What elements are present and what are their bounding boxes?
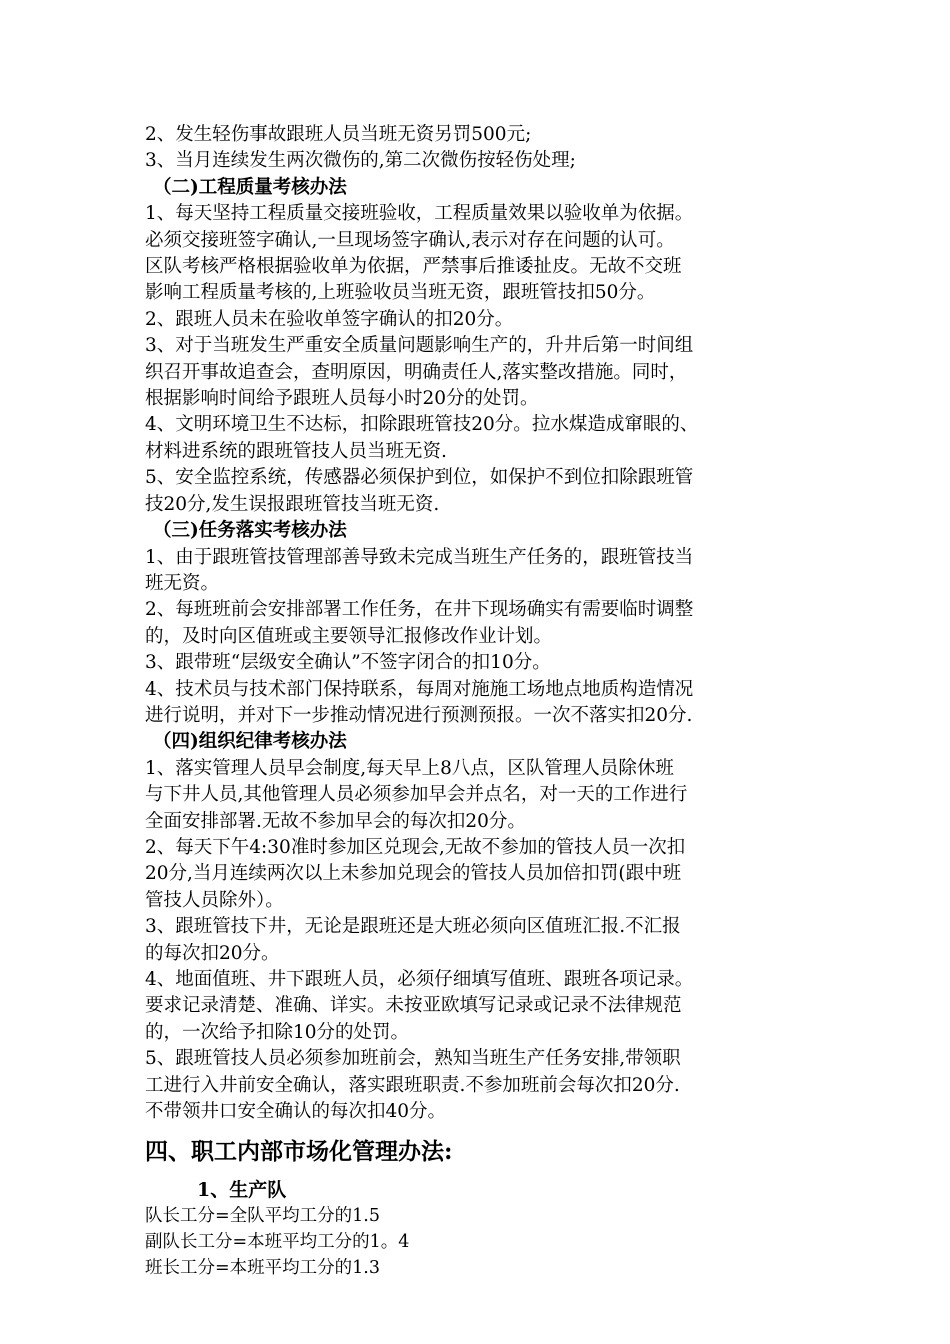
text-line: 的，一次给予扣除10分的处罚。	[145, 1021, 410, 1043]
text-line: 1、由于跟班管技管理部善导致未完成当班生产任务的，跟班管技当	[145, 546, 694, 568]
text-line: 全面安排部署.无故不参加早会的每次扣20分。	[145, 810, 526, 832]
section-heading: （四)组织纪律考核办法	[153, 731, 347, 753]
text-line: 4、文明环境卫生不达标，扣除跟班管技20分。拉水煤造成窜眼的、	[145, 414, 699, 436]
formula-line: 副队长工分=本班平均工分的1。4	[145, 1232, 410, 1253]
text-line: 要求记录清楚、准确、详实。未按亚欧填写记录或记录不法律规范	[145, 995, 682, 1017]
formula-line: 队长工分=全队平均工分的1.5	[145, 1206, 380, 1227]
text-line: 不带领井口安全确认的每次扣40分。	[145, 1101, 447, 1123]
section-heading: （二)工程质量考核办法	[153, 176, 347, 198]
text-line: 工进行入井前安全确认，落实跟班职责.不参加班前会每次扣20分.	[145, 1074, 680, 1096]
text-line: 20分,当月连续两次以上未参加兑现会的管技人员加倍扣罚(跟中班	[145, 863, 682, 885]
text-line: 2、发生轻伤事故跟班人员当班无资另罚500元;	[145, 124, 532, 145]
text-line: 根据影响时间给予跟班人员每小时20分的处罚。	[145, 388, 539, 410]
part4-title: 四、职工内部市场化管理办法:	[145, 1138, 453, 1166]
text-line: 4、技术员与技术部门保持联系，每周对施施工场地点地质构造情况	[145, 678, 694, 700]
text-line: 材料进系统的跟班管技人员当班无资.	[145, 440, 447, 462]
text-line: 影响工程质量考核的,上班验收员当班无资，跟班管技扣50分。	[145, 282, 656, 304]
text-line: 2、每天下午4:30准时参加区兑现会,无故不参加的管技人员一次扣	[145, 836, 686, 858]
text-line: 与下井人员,其他管理人员必须参加早会并点名，对一天的工作进行	[145, 784, 688, 806]
part4-subtitle: 1、生产队	[197, 1179, 287, 1202]
text-line: 1、每天坚持工程质量交接班验收，工程质量效果以验收单为依据。	[145, 203, 694, 225]
text-line: 3、当月连续发生两次微伤的,第二次微伤按轻伤处理;	[145, 150, 576, 172]
text-line: 4、地面值班、井下跟班人员，必须仔细填写值班、跟班各项记录。	[145, 969, 694, 990]
text-line: 3、跟带班“层级安全确认”不签字闭合的扣10分。	[145, 652, 551, 674]
text-line: 管技人员除外）。	[145, 889, 284, 911]
text-line: 2、每班班前会安排部署工作任务，在井下现场确实有需要临时调整	[145, 599, 694, 621]
text-line: 5、安全监控系统，传感器必须保护到位，如保护不到位扣除跟班管	[145, 467, 694, 489]
text-line: 3、对于当班发生严重安全质量问题影响生产的，升井后第一时间组	[145, 335, 694, 357]
text-line: 3、跟班管技下井，无论是跟班还是大班必须向区值班汇报.不汇报	[145, 916, 681, 938]
text-line: 班无资。	[145, 572, 220, 594]
text-line: 区队考核严格根据验收单为依据，严禁事后推诿扯皮。无故不交班	[145, 256, 682, 278]
text-line: 的，及时向区值班或主要领导汇报修改作业计划。	[145, 625, 553, 647]
text-line: 进行说明，并对下一步推动情况进行预测预报。一次不落实扣20分.	[145, 704, 693, 726]
formula-line: 班长工分=本班平均工分的1.3	[145, 1258, 380, 1279]
section-heading: （三)任务落实考核办法	[153, 520, 347, 542]
text-line: 技20分,发生误报跟班管技当班无资.	[145, 493, 440, 515]
text-line: 织召开事故追查会，查明原因，明确责任人,落实整改措施。同时，	[145, 361, 688, 383]
text-line: 2、跟班人员未在验收单签字确认的扣20分。	[145, 308, 514, 330]
text-line: 必须交接班签字确认,一旦现场签字确认,表示对存在问题的认可。	[145, 229, 675, 251]
text-line: 1、落实管理人员早会制度,每天早上8八点，区队管理人员除休班	[145, 757, 674, 779]
text-line: 5、跟班管技人员必须参加班前会，熟知当班生产任务安排,带领职	[145, 1048, 681, 1070]
document-page	[145, 122, 825, 1281]
text-line: 的每次扣20分。	[145, 942, 280, 964]
